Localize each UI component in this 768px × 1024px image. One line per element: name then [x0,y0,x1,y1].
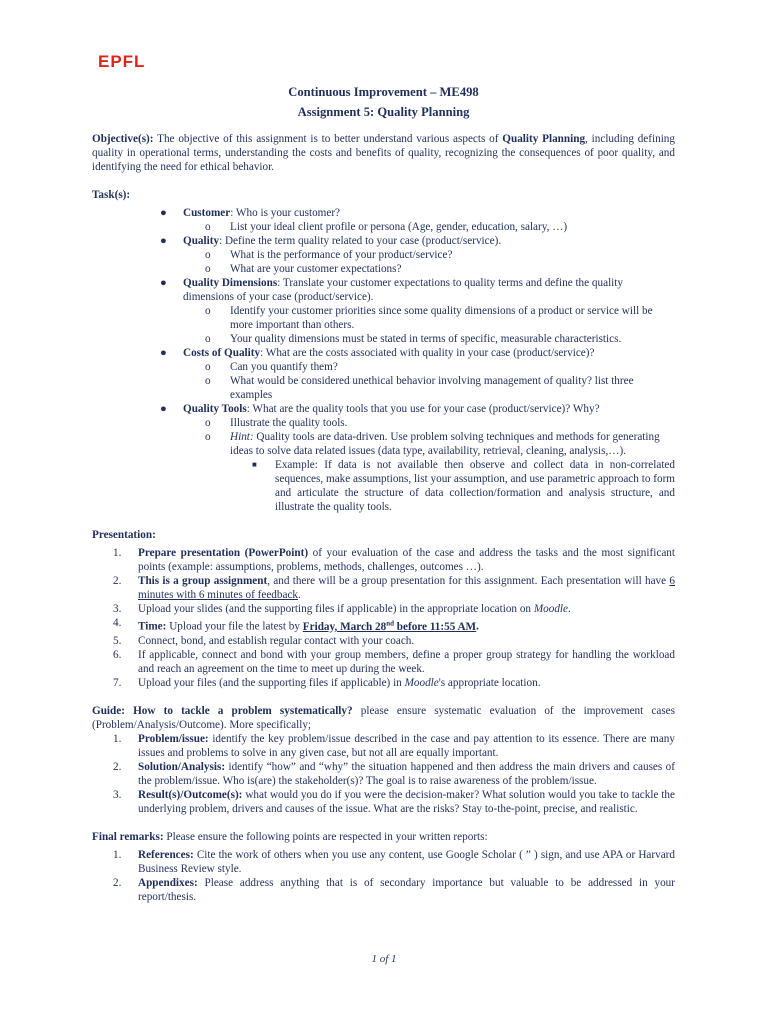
tasks-list [92,206,675,514]
final-remarks-label: Final remarks: [92,830,164,843]
circle-bullet-icon: o [205,361,211,373]
bullet-icon: ● [160,403,167,415]
objective-paragraph [92,132,675,174]
task-quality: ● Quality: Define the term quality related to your case (product/service). [160,235,502,247]
bullet-icon: ● [160,347,167,359]
final-remarks-paragraph: Final remarks: Please ensure the following points are respected in your written reports: [92,830,488,843]
list-item: 2. Appendixes: Please address anything that is of secondary importance but valuable to be addressed in your report/thesis. [113,876,675,903]
subtask: o What are your customer expectations? [205,263,402,275]
list-item: 1. References: Cite the work of others when you use any content, use Google Scholar ( ” ) sign, and use APA or Harvard Business Review style. [113,848,675,875]
task-quality-tools: ● Quality Tools: What are the quality tools that you use for your case (product/service)? Why? [160,403,600,415]
list-item: 3. Upload your slides (and the supporting files if applicable) in the appropriate location on Moodle. [113,603,571,615]
circle-bullet-icon: o [205,305,211,317]
presentation-list [92,546,675,690]
list-item: 1. Problem/issue: identify the key problem/issue described in the case and pay attention to its essence. There are many issues and problems to solve in any given case, but not all are equally important. [113,732,675,759]
task-costs-of-quality: ● Costs of Quality: What are the costs associated with quality in your case (product/service)? [160,347,595,359]
page-number: 1 of 1 [371,953,397,965]
list-item: 7. Upload your files (and the supporting files if applicable) in Moodle's appropriate location. [113,676,541,689]
bullet-icon: ● [160,235,167,247]
list-item: 2. This is a group assignment, and there will be a group presentation for this assignment. Each presentation will have 6 minutes with 6 minutes of feedback. [113,575,675,601]
circle-bullet-icon: o [205,333,211,345]
subtask: o List your ideal client profile or persona (Age, gender, education, salary, …) [205,221,568,233]
task-customer: ● Customer: Who is your customer? [160,207,341,219]
presentation-label: Presentation: [92,529,156,541]
objective-label: Objective(s): [92,133,154,145]
objective-bold: Quality Planning [502,133,586,145]
subtask: o Can you quantify them? [205,361,338,373]
list-item: 1. Prepare presentation (PowerPoint) of your evaluation of the case and address the tasks and the most significant points (example: assumptions, problems, methods, challenges, outcomes …). [113,547,675,573]
circle-bullet-icon: o [205,249,211,261]
final-remarks-list [92,848,675,904]
tasks-label: Task(s): [92,189,131,201]
objective-text: The objective of this assignment is to better understand various aspects of [153,133,503,145]
subtask: o Identify your customer priorities since some quality dimensions of a product or service will be more important than others. [205,305,653,331]
subtask: o Illustrate the quality tools. [205,417,348,429]
course-title: Continuous Improvement – ME498 [288,85,479,99]
list-item: 3. Result(s)/Outcome(s): what would you do if you were the decision-maker? What solution would you take to tackle the underlying problem, drivers and causes of the issue. What are the risks? Stay to-the-point, precise, and realistic. [113,788,675,815]
bullet-icon: ● [160,277,167,289]
bullet-icon: ● [160,207,167,219]
circle-bullet-icon: o [205,263,211,275]
task-quality-dimensions: ● Quality Dimensions: Translate your customer expectations to quality terms and define the quality dimensions of your case (product/service). [160,277,623,303]
subtask: o Your quality dimensions must be stated in terms of specific, measurable characteristics. [205,333,622,345]
list-item: 2. Solution/Analysis: identify “how” and “why” the situation happened and then address the main drivers and causes of the problem/issue. Who is(are) the stakeholder(s)? The goal is to raise awareness of the problem/issue. [113,760,675,787]
subtask: o What is the performance of your product/service? [205,249,453,261]
list-item: 5. Connect, bond, and establish regular contact with your coach. [113,634,415,647]
objective-text-2: , including defining quality in operational terms, understanding the costs and benefits of quality, recognizing the consequences of poor quality, and identifying the need for ethical behavior. [92,133,675,173]
circle-bullet-icon: o [205,417,211,429]
guide-label: Guide: How to tackle a problem systematically? [92,704,353,717]
guide-list [92,732,675,816]
subtask-example: ■ Example: If data is not available then observe and collect data in non-correlated sequences, make assumptions, list your assumption, and use parametric approach to form and articulate the structure of data collection/formation and analysis structure, and illustrate the quality tools. [252,459,675,513]
epfl-logo: EPFL [98,52,146,71]
list-item: 4. Time: Upload your file the latest by Friday, March 28nd before 11:55 AM. [113,617,479,633]
circle-bullet-icon: o [205,375,211,387]
deadline-date: Friday, March 28nd before 11:55 AM [302,619,477,633]
square-bullet-icon: ■ [252,460,257,469]
guide-paragraph: Guide: How to tackle a problem systematically? please ensure systematic evaluation of the improvement cases (Problem/Analysis/Outcome). More specifically; [92,704,676,731]
circle-bullet-icon: o [205,431,211,443]
list-item: 6. If applicable, connect and bond with your group members, define a proper group strategy for handling the workload and reach an agreement on the time to meet up during the week. [113,648,675,675]
subtask: o Hint: Quality tools are data-driven. Use problem solving techniques and methods for generating ideas to solve data related issues (data type, availability, retrieval, cleaning, analysis,…). [205,431,660,457]
circle-bullet-icon: o [205,221,211,233]
subtask: o What would be considered unethical behavior involving management of quality? list three examples [205,375,634,401]
assignment-title: Assignment 5: Quality Planning [297,105,470,119]
document-body [92,82,675,904]
